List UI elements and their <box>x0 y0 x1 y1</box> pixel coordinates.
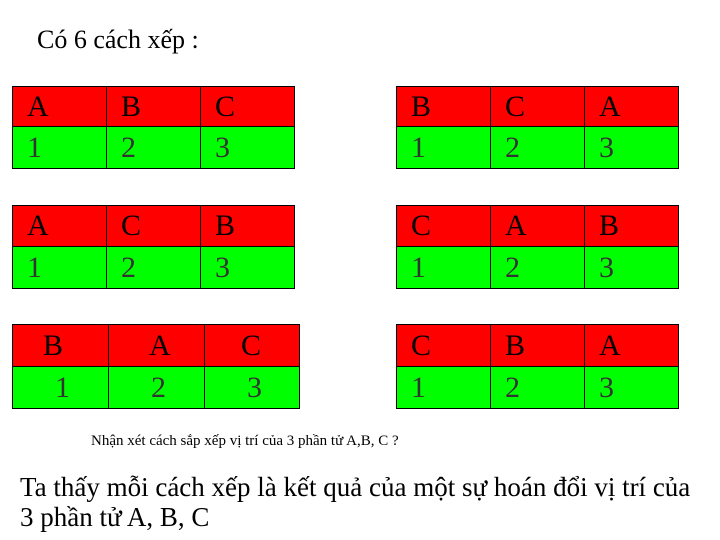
number-cell: 3 <box>201 127 295 169</box>
arrangement-table-1 <box>12 86 295 169</box>
letter-cell: A <box>491 206 585 247</box>
number-cell: 3 <box>201 247 295 289</box>
letter-cell: A <box>13 206 107 247</box>
number-cell: 3 <box>585 247 679 289</box>
letter-cell: A <box>109 325 205 367</box>
arrangement-table-5 <box>12 324 300 409</box>
letter-cell: A <box>585 325 679 367</box>
number-cell: 2 <box>491 127 585 169</box>
letter-cell: B <box>13 325 109 367</box>
letter-cell: C <box>205 325 300 367</box>
number-cell: 1 <box>397 127 491 169</box>
number-cell: 3 <box>585 127 679 169</box>
letter-cell: A <box>585 87 679 127</box>
letter-cell: B <box>491 325 585 367</box>
letter-cell: C <box>397 206 491 247</box>
letter-cell: A <box>13 87 107 127</box>
question-note: Nhận xét cách sắp xếp vị trí của 3 phần tử A,B, C ? <box>91 433 399 449</box>
number-cell: 2 <box>107 247 201 289</box>
arrangement-table-6 <box>396 324 679 409</box>
letter-cell: B <box>397 87 491 127</box>
letter-cell: B <box>585 206 679 247</box>
letter-cell: C <box>397 325 491 367</box>
number-cell: 3 <box>205 367 300 409</box>
arrangement-table-3 <box>12 205 295 289</box>
letter-cell: C <box>107 206 201 247</box>
letter-cell: C <box>491 87 585 127</box>
number-cell: 3 <box>585 367 679 409</box>
number-cell: 2 <box>491 367 585 409</box>
letter-cell: B <box>107 87 201 127</box>
number-cell: 1 <box>397 247 491 289</box>
conclusion-text: Ta thấy mỗi cách xếp là kết quả của một sự hoán đổi vị trí của 3 phần tử A, B, C <box>20 472 691 532</box>
number-cell: 2 <box>107 127 201 169</box>
arrangement-table-2 <box>396 86 679 169</box>
number-cell: 1 <box>13 247 107 289</box>
number-cell: 1 <box>397 367 491 409</box>
number-cell: 2 <box>491 247 585 289</box>
letter-cell: C <box>201 87 295 127</box>
arrangement-table-4 <box>396 205 679 289</box>
number-cell: 1 <box>13 367 109 409</box>
slide-heading: Có 6 cách xếp : <box>37 25 199 54</box>
number-cell: 2 <box>109 367 205 409</box>
letter-cell: B <box>201 206 295 247</box>
number-cell: 1 <box>13 127 107 169</box>
